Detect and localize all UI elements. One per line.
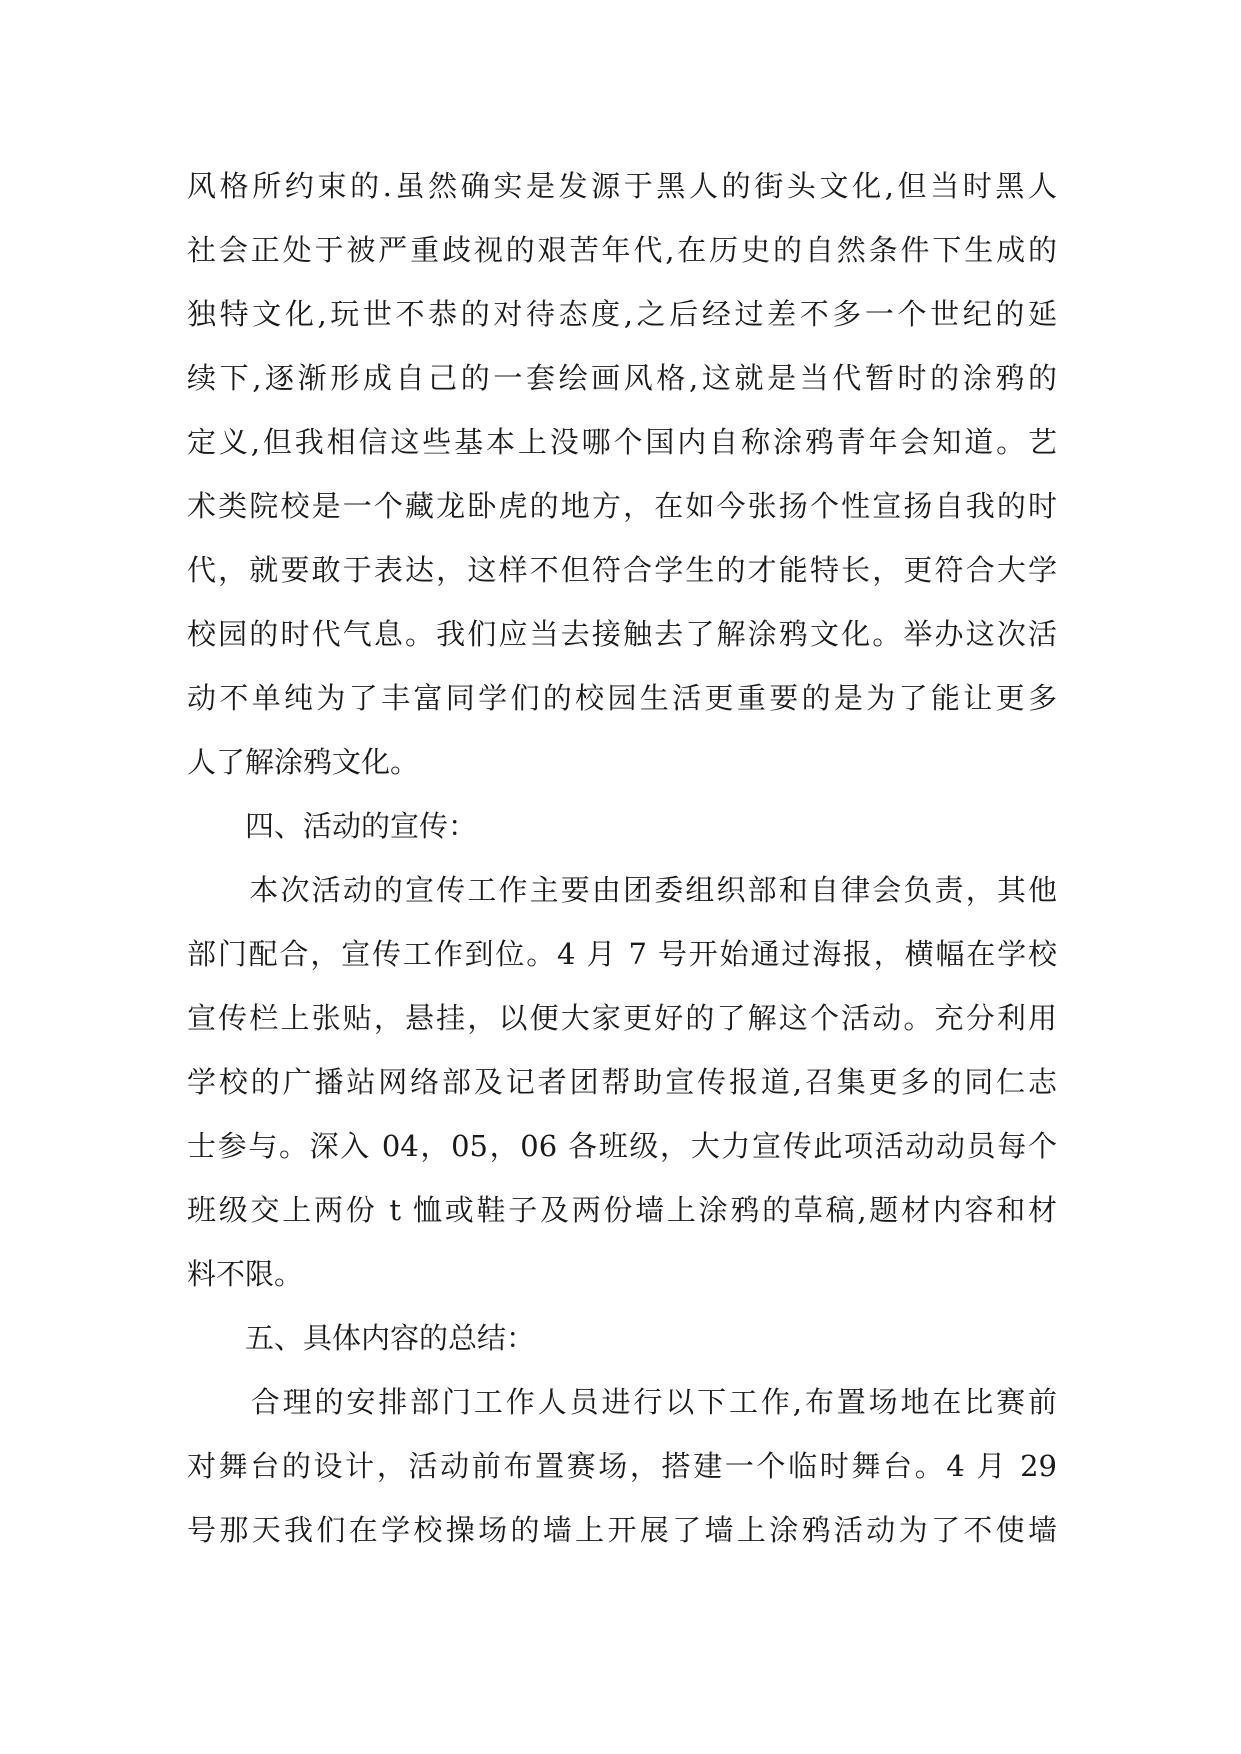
text-line: 定义,但我相信这些基本上没哪个国内自称涂鸦青年会知道。艺	[187, 425, 1057, 459]
section-heading: 四、活动的宣传：	[187, 809, 478, 843]
text-line: 续下,逐渐形成自己的一套绘画风格,这就是当代暂时的涂鸦的	[187, 361, 1057, 395]
text-line: 动不单纯为了丰富同学们的校园生活更重要的是为了能让更多	[187, 681, 1057, 715]
text-line: 号那天我们在学校操场的墙上开展了墙上涂鸦活动为了不使墙	[187, 1513, 1057, 1547]
text-line: 部门配合，宣传工作到位。4 月 7 号开始通过海报，横幅在学校	[187, 937, 1057, 971]
text-line: 风格所约束的.虽然确实是发源于黑人的街头文化,但当时黑人	[187, 169, 1057, 203]
text-line: 学校的广播站网络部及记者团帮助宣传报道,召集更多的同仁志	[187, 1065, 1057, 1099]
text-line: 班级交上两份 t 恤或鞋子及两份墙上涂鸦的草稿,题材内容和材	[187, 1193, 1057, 1227]
text-line: 士参与。深入 04，05，06 各班级，大力宣传此项活动动员每个	[187, 1129, 1057, 1163]
text-line: 人了解涂鸦文化。	[187, 745, 420, 779]
text-line: 校园的时代气息。我们应当去接触去了解涂鸦文化。举办这次活	[187, 617, 1057, 651]
text-line: 独特文化,玩世不恭的对待态度,之后经过差不多一个世纪的延	[187, 297, 1057, 331]
text-line: 料不限。	[187, 1257, 304, 1291]
text-line: 社会正处于被严重歧视的艰苦年代,在历史的自然条件下生成的	[187, 233, 1057, 267]
text-line: 对舞台的设计，活动前布置赛场，搭建一个临时舞台。4 月 29	[187, 1449, 1057, 1483]
section-heading: 五、具体内容的总结：	[187, 1321, 536, 1355]
text-line: 合理的安排部门工作人员进行以下工作,布置场地在比赛前	[187, 1385, 1057, 1419]
text-line: 术类院校是一个藏龙卧虎的地方，在如今张扬个性宣扬自我的时	[187, 489, 1057, 523]
text-line: 宣传栏上张贴，悬挂，以便大家更好的了解这个活动。充分利用	[187, 1001, 1057, 1035]
text-line: 本次活动的宣传工作主要由团委组织部和自律会负责，其他	[187, 873, 1057, 907]
text-line: 代，就要敢于表达，这样不但符合学生的才能特长，更符合大学	[187, 553, 1057, 587]
